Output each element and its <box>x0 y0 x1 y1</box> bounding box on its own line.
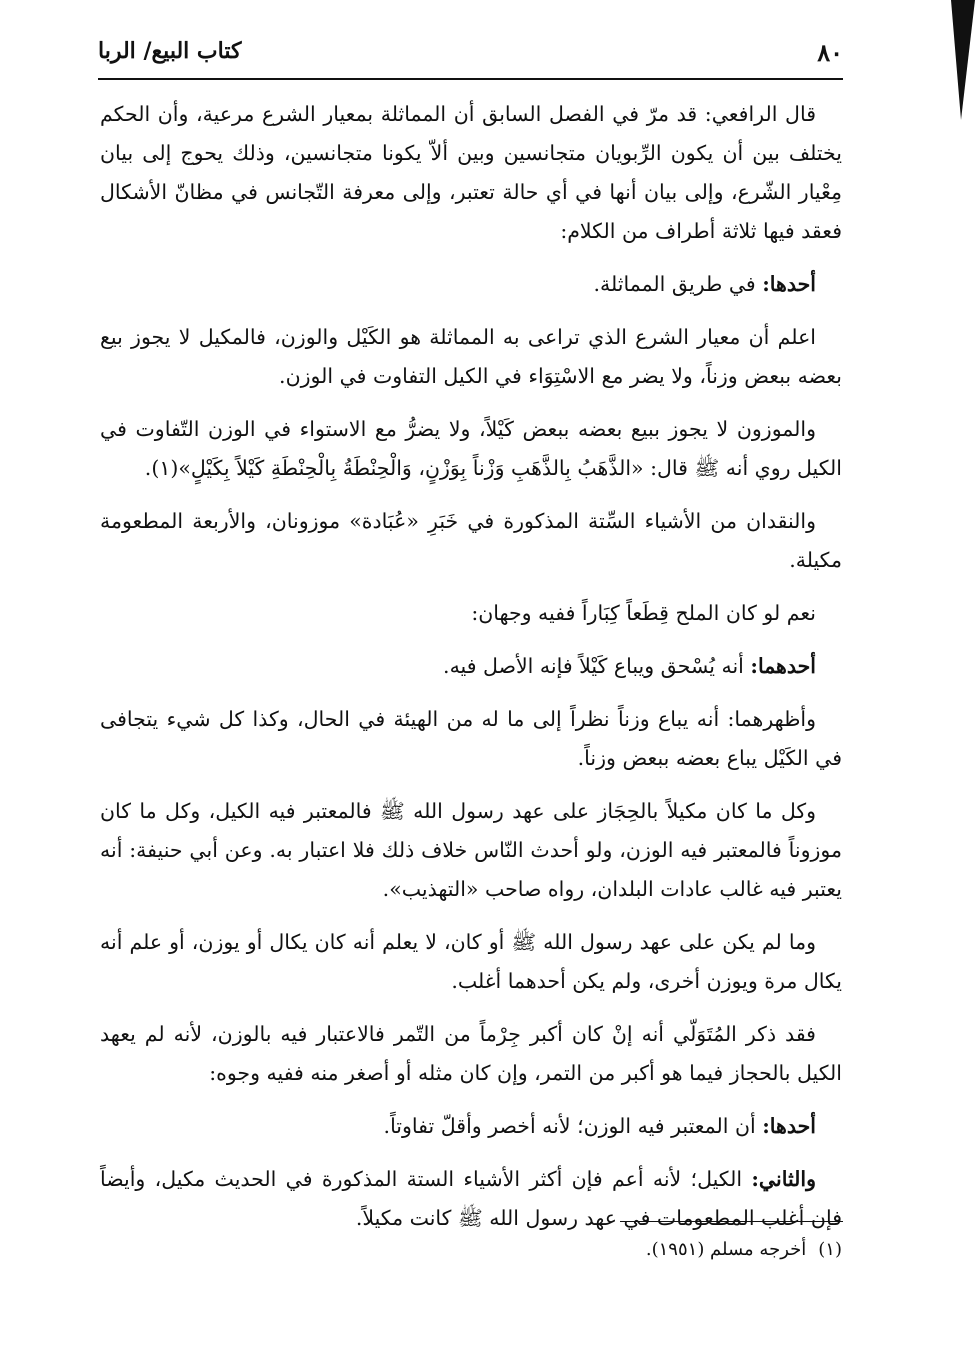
paragraph: فقد ذكر المُتَوَلّي أنه إنْ كان أكبر جِرْماً من التّمر فالاعتبار فيه بالوزن، لأنه لم يعهد الكيل بالحجاز فيما هو أكبر من التمر، وإن كان مثله أو أصغر منه ففيه وجوه: <box>100 1022 842 1085</box>
page-number: ٨٠ <box>817 38 843 67</box>
page-edge-mark <box>951 0 975 120</box>
paragraph: والموزون لا يجوز ببيع بعضه ببعض كَيْلاً، ولا يضرُّ مع الاستواء في الوزن التّفاوت في الكيل روي أنه ﷺ قال: «الذَّهَبُ بِالذَّهَبِ وَزْناً بِوَزْنٍ، وَالْحِنْطَةُ بِالْحِنْطَةِ كَيْلاً بِكَيْلٍ»(١). <box>100 417 842 480</box>
paragraph: وكل ما كان مكيلاً بالحِجَاز على عهد رسول الله ﷺ فالمعتبر فيه الكيل، وكل ما كان موزوناً فالمعتبر فيه الوزن، ولو أحدث النّاس خلاف ذلك فلا اعتبار به. وعن أبي حنيفة: أنه يعتبر فيه غالب عادات البلدان، رواه صاحب «التهذيب». <box>100 799 842 901</box>
paragraph: وما لم يكن على عهد رسول الله ﷺ أو كان، لا يعلم أنه كان يكال أو يوزن، أو علم أنه يكال مرة ويوزن أخرى، ولم يكن أحدهما أغلب. <box>100 930 842 993</box>
paragraph: أحدهما: أنه يُسْحق ويباع كَيْلاً فإنه الأصل فيه. <box>443 654 816 678</box>
paragraph: أحدها: في طريق المماثلة. <box>593 272 816 296</box>
main-text <box>100 95 842 1252</box>
footnote-number: (١) <box>818 1239 842 1260</box>
paragraph: والنقدان من الأشياء السِّتة المذكورة في خَبَرِ «عُبَادة» موزونان، والأربعة المطعومة مكيلة. <box>100 509 842 572</box>
running-title: كتاب البيع/ الربا <box>98 38 242 64</box>
paragraph: قال الرافعي: قد مرّ في الفصل السابق أن المماثلة بمعيار الشرع مرعية، وأن الحكم يختلف بين أن يكون الرِّبويان متجانسين وبين ألاّ يكونا متجانسين، وذلك يحوج إلى بيان مِعْيار الشّرع، وإلى بيان أنها في أي حالة تعتبر، وإلى معرفة التّجانس في مظانّ الأشكال فعقد فيها ثلاثة أطراف من الكلام: <box>100 102 842 243</box>
header-rule <box>98 78 843 80</box>
paragraph: وأظهرهما: أنه يباع وزناً نظراً إلى ما له من الهيئة في الحال، وكذا كل شيء يتجافى في الكَيْل يباع بعضه ببعض وزناً. <box>100 707 842 770</box>
footnote-rule <box>620 1221 843 1222</box>
footnote-text: أخرجه مسلم (١٩٥١). <box>645 1239 807 1260</box>
paragraph: نعم لو كان الملح قِطَعاً كِبَاراً ففيه وجهان: <box>471 601 816 625</box>
paragraph: اعلم أن معيار الشرع الذي تراعى به المماثلة هو الكَيْل والوزن، فالمكيل لا يجوز بيع بعضه ببعض وزناً، ولا يضر مع الاسْتِوَاء في الكيل التفاوت في الوزن. <box>100 325 842 388</box>
paragraph: أحدها: أن المعتبر فيه الوزن؛ لأنه أخصر وأقلّ تفاوتاً. <box>383 1114 816 1138</box>
paragraph: والثاني: الكيل؛ لأنه أعم فإن أكثر الأشياء الستة المذكورة في الحديث مكيل، وأيضاً فإن أغلب المطعومات في عهد رسول الله ﷺ كانت مكيلاً. <box>100 1167 842 1230</box>
footnote <box>400 1235 842 1265</box>
page-header <box>98 34 843 74</box>
